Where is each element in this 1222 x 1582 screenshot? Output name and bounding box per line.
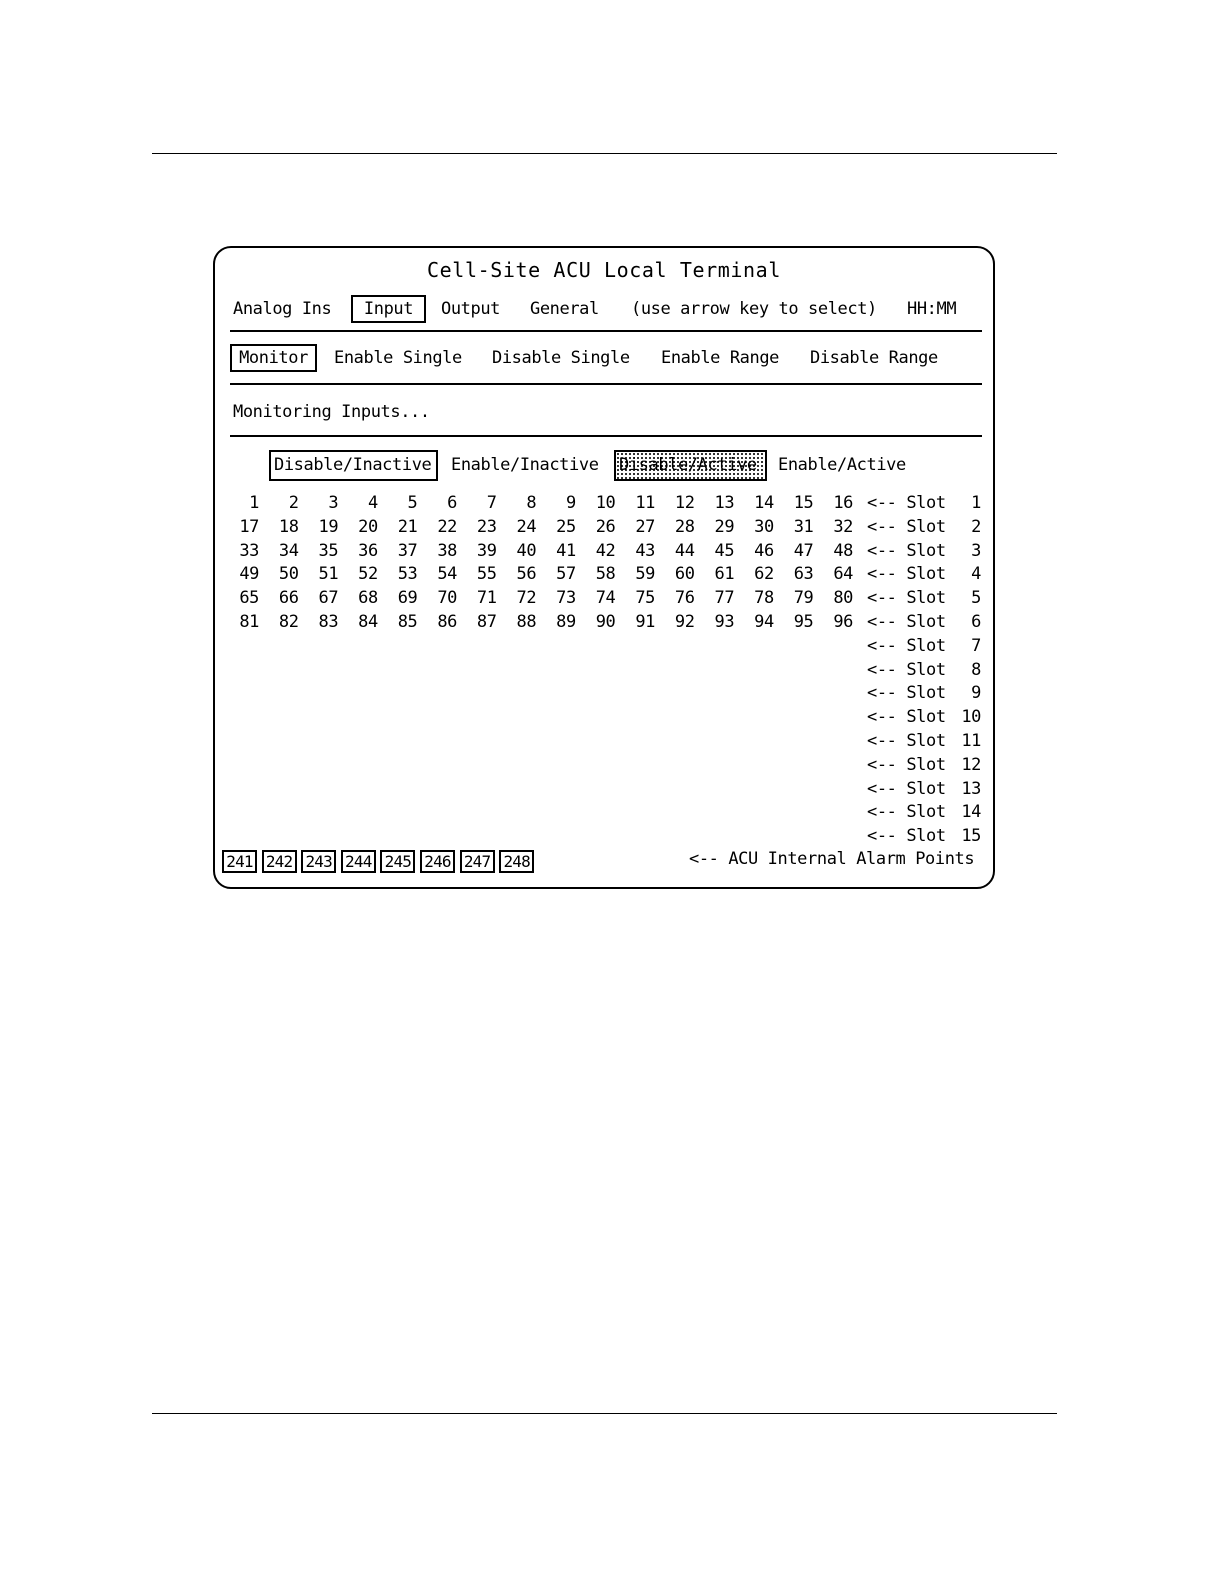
input-point[interactable]: 74 xyxy=(595,588,616,609)
input-point[interactable]: 47 xyxy=(793,540,814,561)
slot-row-label xyxy=(867,612,981,632)
alarm-point[interactable]: 248 xyxy=(499,850,534,873)
slot-number: 8 xyxy=(971,659,981,680)
input-point[interactable]: 37 xyxy=(397,540,418,561)
slot-number: 9 xyxy=(971,683,981,704)
slot-row-label xyxy=(867,517,981,537)
slot-row-label xyxy=(867,683,981,703)
divider xyxy=(230,383,982,385)
input-point[interactable]: 5 xyxy=(407,493,418,513)
menu-hint: (use arrow key to select) xyxy=(631,299,877,319)
slot-prefix: <-- Slot xyxy=(867,802,946,823)
input-point[interactable]: 28 xyxy=(674,516,695,537)
submenu-enable-range[interactable]: Enable Range xyxy=(661,348,780,368)
input-point[interactable]: 80 xyxy=(833,588,853,609)
status-text: Monitoring Inputs... xyxy=(233,402,430,422)
input-point[interactable]: 3 xyxy=(328,493,339,513)
input-point[interactable]: 96 xyxy=(833,612,853,632)
input-point[interactable]: 39 xyxy=(476,540,497,561)
submenu-disable-range[interactable]: Disable Range xyxy=(810,348,938,368)
submenu-monitor[interactable]: Monitor xyxy=(230,344,317,372)
input-point[interactable]: 13 xyxy=(714,493,735,513)
input-point[interactable]: 17 xyxy=(239,516,259,537)
input-point[interactable]: 69 xyxy=(397,588,418,609)
input-point[interactable]: 68 xyxy=(358,588,378,609)
input-point[interactable]: 11 xyxy=(635,493,655,513)
menu-general[interactable]: General xyxy=(530,299,599,319)
input-point[interactable]: 31 xyxy=(793,516,814,537)
input-point[interactable]: 33 xyxy=(239,540,259,561)
slot-prefix: <-- Slot xyxy=(867,564,946,585)
input-point[interactable]: 38 xyxy=(437,540,457,561)
legend-disable-active: Disable/Active xyxy=(614,450,767,481)
input-point[interactable]: 21 xyxy=(397,516,418,537)
slot-number: 13 xyxy=(961,778,981,799)
input-point[interactable]: 36 xyxy=(358,540,378,561)
slot-row-label xyxy=(867,660,981,680)
input-point[interactable]: 26 xyxy=(595,516,616,537)
alarm-point[interactable]: 246 xyxy=(420,850,455,873)
slot-row-label xyxy=(867,731,981,751)
slot-prefix: <-- Slot xyxy=(867,612,946,632)
input-point[interactable]: 10 xyxy=(595,493,616,513)
slot-row-label xyxy=(867,564,981,584)
input-point[interactable]: 56 xyxy=(516,564,537,585)
input-point[interactable]: 20 xyxy=(358,516,378,537)
slot-row-label xyxy=(867,493,981,513)
input-point[interactable]: 55 xyxy=(476,564,497,585)
slot-number: 2 xyxy=(971,516,981,537)
slot-prefix: <-- Slot xyxy=(867,540,946,561)
input-point[interactable]: 93 xyxy=(714,612,735,632)
terminal-window xyxy=(213,246,995,889)
input-point[interactable]: 46 xyxy=(754,540,774,561)
slot-row-label xyxy=(867,707,981,727)
input-point[interactable]: 67 xyxy=(318,588,339,609)
slot-prefix: <-- Slot xyxy=(867,826,946,847)
input-point[interactable]: 14 xyxy=(754,493,774,513)
input-point[interactable]: 63 xyxy=(793,564,814,585)
input-point[interactable]: 92 xyxy=(674,612,695,632)
slot-prefix: <-- Slot xyxy=(867,516,946,537)
input-point[interactable]: 44 xyxy=(674,540,695,561)
input-point[interactable]: 82 xyxy=(278,612,299,632)
slot-number: 4 xyxy=(971,564,981,585)
input-point[interactable]: 75 xyxy=(635,588,655,609)
input-point[interactable]: 65 xyxy=(239,588,259,609)
input-point[interactable]: 83 xyxy=(318,612,339,632)
input-point[interactable]: 87 xyxy=(476,612,497,632)
input-point[interactable]: 48 xyxy=(833,540,853,561)
input-point[interactable]: 71 xyxy=(476,588,497,609)
input-point[interactable]: 19 xyxy=(318,516,339,537)
input-point[interactable]: 64 xyxy=(833,564,853,585)
input-point[interactable]: 24 xyxy=(516,516,537,537)
input-point[interactable]: 94 xyxy=(754,612,774,632)
alarm-point[interactable]: 245 xyxy=(380,850,415,873)
divider xyxy=(230,435,982,437)
submenu-disable-single[interactable]: Disable Single xyxy=(492,348,630,368)
input-point[interactable]: 49 xyxy=(239,564,259,585)
input-point[interactable]: 35 xyxy=(318,540,339,561)
alarm-point[interactable]: 241 xyxy=(222,850,257,873)
input-point[interactable]: 32 xyxy=(833,516,853,537)
page-top-rule xyxy=(152,153,1057,154)
slot-prefix: <-- Slot xyxy=(867,754,946,775)
input-point[interactable]: 25 xyxy=(556,516,576,537)
slot-row-label xyxy=(867,755,981,775)
terminal-title: Cell-Site ACU Local Terminal xyxy=(427,258,781,282)
alarm-points-label: <-- ACU Internal Alarm Points xyxy=(689,849,975,869)
page-bottom-rule xyxy=(152,1413,1057,1414)
input-point[interactable]: 12 xyxy=(674,493,695,513)
legend-disable-inactive: Disable/Inactive xyxy=(269,450,438,481)
slot-number: 15 xyxy=(961,826,981,847)
alarm-point[interactable]: 247 xyxy=(460,850,495,873)
input-point[interactable]: 22 xyxy=(437,516,457,537)
clock: HH:MM xyxy=(907,299,957,319)
slot-number: 3 xyxy=(971,540,981,561)
input-point[interactable]: 51 xyxy=(318,564,339,585)
submenu-enable-single[interactable]: Enable Single xyxy=(334,348,462,368)
divider xyxy=(230,330,982,332)
legend-enable-active: Enable/Active xyxy=(778,455,906,475)
slot-row-label xyxy=(867,802,981,822)
slot-number: 1 xyxy=(971,493,981,513)
slot-prefix: <-- Slot xyxy=(867,659,946,680)
slot-prefix: <-- Slot xyxy=(867,683,946,704)
input-point[interactable]: 95 xyxy=(793,612,814,632)
slot-number: 10 xyxy=(961,707,981,728)
input-point[interactable]: 18 xyxy=(278,516,299,537)
input-point[interactable]: 41 xyxy=(556,540,576,561)
input-point[interactable]: 70 xyxy=(437,588,457,609)
alarm-point[interactable]: 244 xyxy=(341,850,376,873)
slot-number: 6 xyxy=(971,612,981,632)
input-point[interactable]: 16 xyxy=(833,493,853,513)
slot-row-label xyxy=(867,541,981,561)
input-point[interactable]: 7 xyxy=(486,493,497,513)
slot-row-label xyxy=(867,826,981,846)
slot-row-label xyxy=(867,588,981,608)
input-point[interactable]: 8 xyxy=(526,493,537,513)
slot-prefix: <-- Slot xyxy=(867,635,946,656)
input-point[interactable]: 52 xyxy=(358,564,378,585)
input-point[interactable]: 61 xyxy=(714,564,735,585)
input-point[interactable]: 6 xyxy=(447,493,457,513)
input-point[interactable]: 85 xyxy=(397,612,418,632)
input-point[interactable]: 2 xyxy=(288,493,299,513)
input-point[interactable]: 1 xyxy=(249,493,259,513)
input-point[interactable]: 77 xyxy=(714,588,735,609)
alarm-point[interactable]: 242 xyxy=(262,850,297,873)
input-point[interactable]: 59 xyxy=(635,564,655,585)
input-point[interactable]: 88 xyxy=(516,612,537,632)
input-point[interactable]: 50 xyxy=(278,564,299,585)
input-point[interactable]: 60 xyxy=(674,564,695,585)
slot-row-label xyxy=(867,636,981,656)
input-point[interactable]: 79 xyxy=(793,588,814,609)
slot-row-label xyxy=(867,779,981,799)
input-point[interactable]: 43 xyxy=(635,540,655,561)
alarm-point[interactable]: 243 xyxy=(301,850,336,873)
input-point[interactable]: 53 xyxy=(397,564,418,585)
input-point[interactable]: 45 xyxy=(714,540,735,561)
slot-prefix: <-- Slot xyxy=(867,493,946,513)
input-point[interactable]: 54 xyxy=(437,564,457,585)
input-point[interactable]: 73 xyxy=(556,588,576,609)
input-point[interactable]: 30 xyxy=(754,516,774,537)
input-point[interactable]: 89 xyxy=(556,612,576,632)
input-point[interactable]: 15 xyxy=(793,493,814,513)
input-point[interactable]: 34 xyxy=(278,540,299,561)
input-point[interactable]: 29 xyxy=(714,516,735,537)
input-point[interactable]: 81 xyxy=(239,612,259,632)
menu-input[interactable]: Input xyxy=(351,295,426,323)
slot-number: 14 xyxy=(961,802,981,823)
input-point[interactable]: 76 xyxy=(674,588,695,609)
input-point[interactable]: 90 xyxy=(595,612,616,632)
input-point[interactable]: 66 xyxy=(278,588,299,609)
input-point[interactable]: 9 xyxy=(565,493,576,513)
legend-enable-inactive: Enable/Inactive xyxy=(451,455,599,475)
input-point[interactable]: 23 xyxy=(476,516,497,537)
slot-number: 5 xyxy=(971,588,981,609)
input-point[interactable]: 84 xyxy=(358,612,378,632)
slot-prefix: <-- Slot xyxy=(867,778,946,799)
input-point[interactable]: 57 xyxy=(556,564,576,585)
input-point[interactable]: 78 xyxy=(754,588,774,609)
slot-number: 12 xyxy=(961,754,981,775)
slot-number: 11 xyxy=(961,731,981,751)
input-point[interactable]: 42 xyxy=(595,540,616,561)
menu-output[interactable]: Output xyxy=(441,299,501,319)
input-point[interactable]: 91 xyxy=(635,612,655,632)
input-point[interactable]: 86 xyxy=(437,612,457,632)
input-point[interactable]: 58 xyxy=(595,564,616,585)
slot-prefix: <-- Slot xyxy=(867,588,946,609)
input-point[interactable]: 4 xyxy=(367,493,378,513)
input-point[interactable]: 27 xyxy=(635,516,655,537)
slot-number: 7 xyxy=(971,635,981,656)
slot-prefix: <-- Slot xyxy=(867,707,946,728)
input-point[interactable]: 62 xyxy=(754,564,774,585)
slot-prefix: <-- Slot xyxy=(867,731,946,751)
menu-analog-ins[interactable]: Analog Ins xyxy=(233,299,332,319)
input-point[interactable]: 40 xyxy=(516,540,537,561)
input-point[interactable]: 72 xyxy=(516,588,537,609)
